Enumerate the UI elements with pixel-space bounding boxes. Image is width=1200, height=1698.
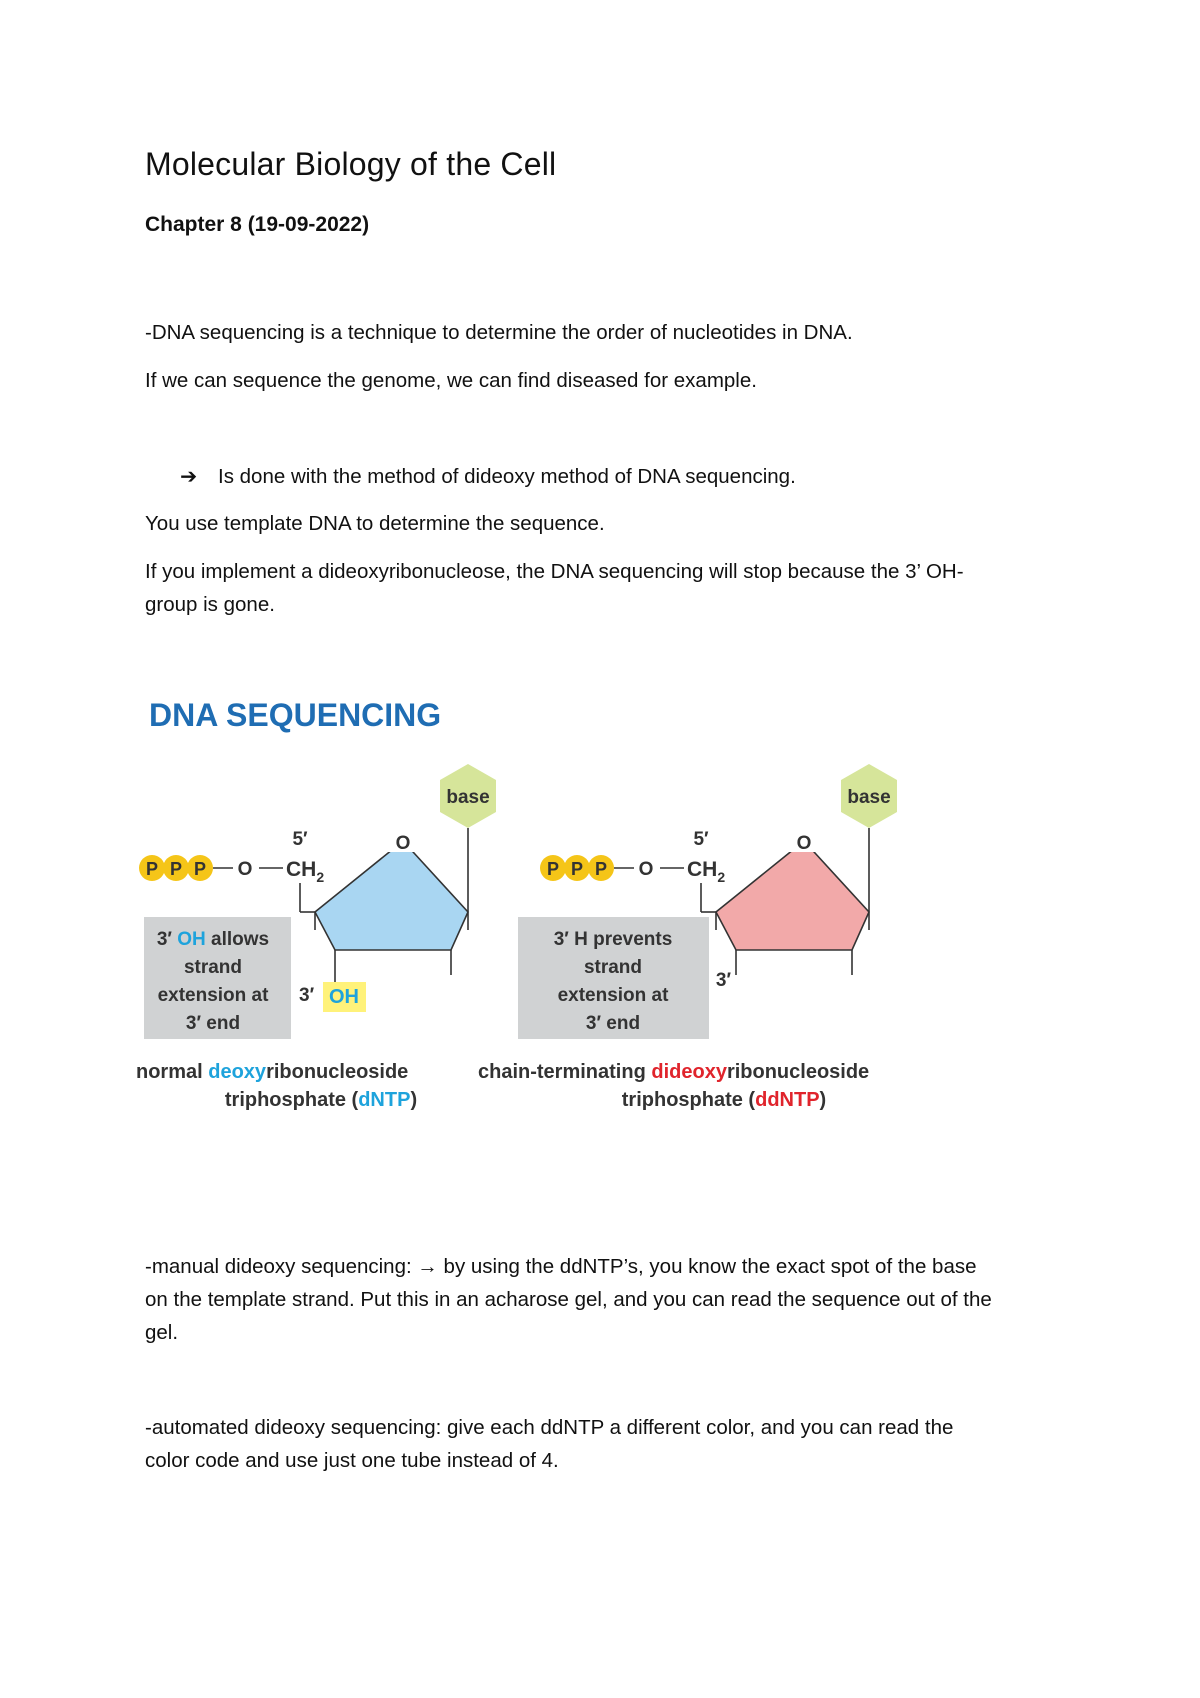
dntp-molecule xyxy=(136,764,496,1111)
paragraph-manual-line1: -manual dideoxy sequencing: → by using the ddNTP’s, you know the exact spot of the base xyxy=(145,1255,977,1278)
box-line-4-left: 3′ end xyxy=(185,1013,241,1034)
caption-line-2-left: triphosphate (dNTP) xyxy=(224,1089,418,1111)
paragraph-definition: -DNA sequencing is a technique to determine the order of nucleotides in DNA. xyxy=(145,321,853,344)
sugar-ring-left xyxy=(315,841,468,950)
phosphate-label-left: P xyxy=(193,859,207,879)
paragraph-dideoxy-line1: If you implement a dideoxyribonucleose, the DNA sequencing will stop because the 3’ OH- xyxy=(145,560,964,583)
box-line-3-left: extension at xyxy=(157,985,269,1006)
sugar-ring-right xyxy=(716,841,869,950)
arrow-icon: ➔ xyxy=(180,465,198,488)
phosphate-label-right: P xyxy=(570,859,584,879)
box-line-3-right: extension at xyxy=(557,985,669,1006)
box-line-1-left: 3′ OH allows xyxy=(156,929,270,950)
dna-sequencing-figure xyxy=(135,690,955,1130)
phosphate-label-right: P xyxy=(594,859,608,879)
arrow-bullet xyxy=(180,460,796,493)
arrow-bullet-text: Is done with the method of dideoxy method of DNA sequencing. xyxy=(218,465,796,488)
oxygen-right: O xyxy=(638,859,654,880)
caption-line-1-left: normal deoxyribonucleoside xyxy=(136,1061,409,1083)
paragraph-dideoxy-line2: group is gone. xyxy=(145,593,275,616)
caption-line-1-right: chain-terminating dideoxyribonucleoside xyxy=(478,1061,870,1083)
ch2-right: $CH_2$ xyxy=(687,858,726,885)
figure-heading: DNA SEQUENCING xyxy=(149,697,442,733)
box-line-2-left: strand xyxy=(183,957,243,978)
paragraph-genome: If we can sequence the genome, we can find diseased for example. xyxy=(145,369,757,392)
box-line-2-right: strand xyxy=(583,957,643,978)
document-title: Molecular Biology of the Cell xyxy=(145,146,557,182)
box-line-4-right: 3′ end xyxy=(585,1013,641,1034)
hydroxyl-label: OH xyxy=(329,986,359,1008)
paragraph-manual-line2: on the template strand. Put this in an acharose gel, and you can read the sequence out of the xyxy=(145,1288,992,1311)
paragraph-template: You use template DNA to determine the sequence. xyxy=(145,512,605,535)
ring-oxygen-right: O xyxy=(796,833,812,854)
five-prime-right: 5′ xyxy=(693,829,709,850)
phosphate-label-right: P xyxy=(546,859,560,879)
three-prime-right: 3′ xyxy=(715,970,731,991)
caption-line-2-right: triphosphate (ddNTP) xyxy=(621,1089,827,1111)
base-label-left: base xyxy=(446,787,490,808)
paragraph-automated-line2: color code and use just one tube instead of 4. xyxy=(145,1449,559,1472)
phosphate-label-left: P xyxy=(145,859,159,879)
oxygen-left: O xyxy=(237,859,253,880)
box-line-1-right: 3′ H prevents xyxy=(553,929,673,950)
chapter-subtitle: Chapter 8 (19-09-2022) xyxy=(145,213,370,236)
ch2-left: $CH_2$ xyxy=(286,858,325,885)
paragraph-manual-line3: gel. xyxy=(145,1321,179,1344)
paragraph-automated-line1: -automated dideoxy sequencing: give each ddNTP a different color, and you can read the xyxy=(145,1416,954,1439)
three-prime-left: 3′ xyxy=(299,985,315,1006)
ring-oxygen-left: O xyxy=(395,833,411,854)
phosphate-label-left: P xyxy=(169,859,183,879)
five-prime-left: 5′ xyxy=(292,829,308,850)
ddntp-molecule xyxy=(478,764,897,1111)
base-label-right: base xyxy=(847,787,891,808)
